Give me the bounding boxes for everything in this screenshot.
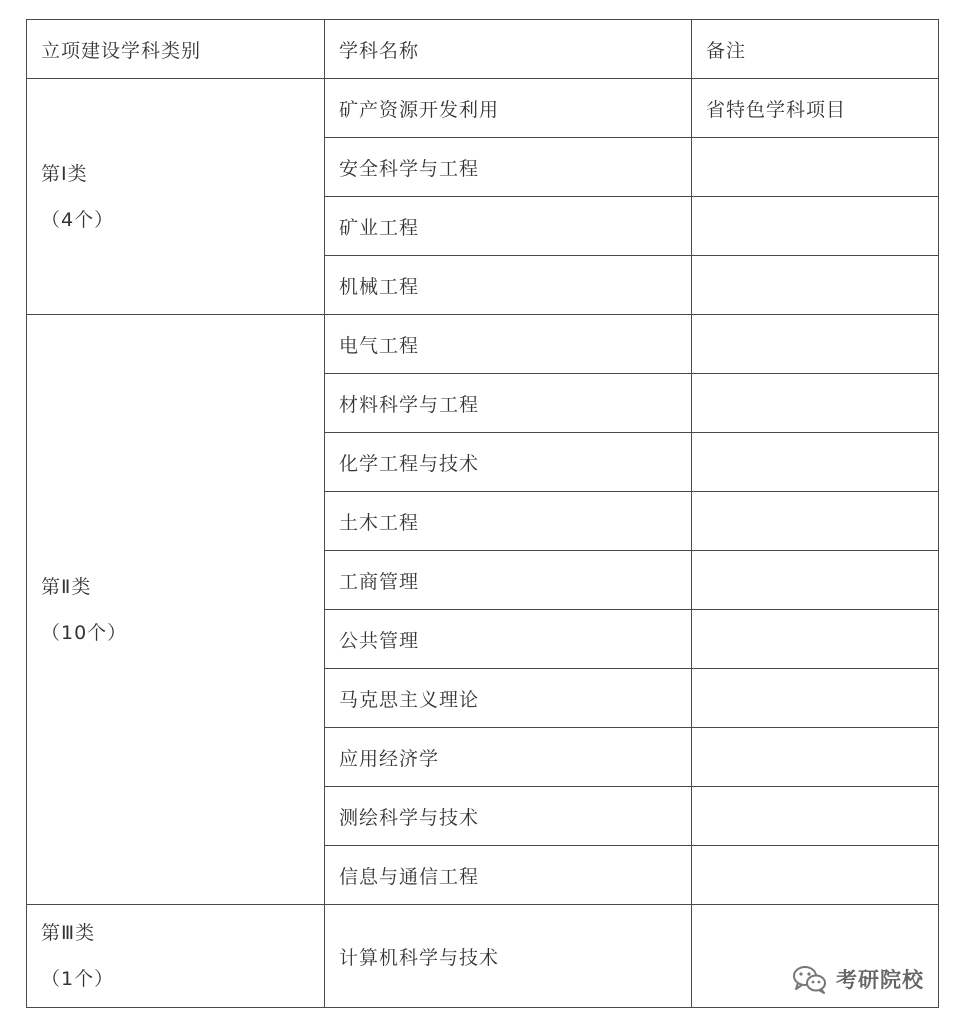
subject-note [692,551,939,610]
header-note: 备注 [692,20,939,79]
category-cell-1 [27,79,325,315]
subject-name: 马克思主义理论 [325,669,692,728]
wechat-icon [792,964,828,994]
subject-name: 矿产资源开发利用 [325,79,692,138]
subject-note [692,197,939,256]
subject-note [692,787,939,846]
header-subject-name: 学科名称 [325,20,692,79]
subject-note [692,492,939,551]
subject-name: 材料科学与工程 [325,374,692,433]
subject-name: 计算机科学与技术 [325,905,692,1008]
watermark [792,962,924,996]
subject-name: 公共管理 [325,610,692,669]
subject-name: 测绘科学与技术 [325,787,692,846]
subject-name: 机械工程 [325,256,692,315]
subject-name: 矿业工程 [325,197,692,256]
subject-note [692,846,939,905]
subject-note [692,256,939,315]
category-cell-2 [27,315,325,905]
subject-note [692,728,939,787]
subject-note [692,433,939,492]
subject-name: 电气工程 [325,315,692,374]
category-cell-3 [27,905,325,1008]
category-count: （10个） [41,621,128,644]
category-count: （1个） [41,968,115,990]
category-label: 第Ⅰ类 [41,162,88,185]
subject-note [692,374,939,433]
subject-name: 工商管理 [325,551,692,610]
watermark-text: 考研院校 [836,968,924,992]
subject-note: 省特色学科项目 [692,79,939,138]
table-row [27,79,939,138]
category-label: 第Ⅲ类 [41,922,96,944]
header-row [27,20,939,79]
category-label: 第Ⅱ类 [41,575,92,598]
subject-name: 应用经济学 [325,728,692,787]
subject-note [692,669,939,728]
subject-name: 化学工程与技术 [325,433,692,492]
subject-note [692,138,939,197]
subject-note [692,610,939,669]
discipline-table [26,19,939,1008]
subject-name: 土木工程 [325,492,692,551]
table-row [27,315,939,374]
subject-name: 安全科学与工程 [325,138,692,197]
subject-note [692,315,939,374]
header-category: 立项建设学科类别 [27,20,325,79]
category-count: （4个） [41,208,115,231]
subject-name: 信息与通信工程 [325,846,692,905]
